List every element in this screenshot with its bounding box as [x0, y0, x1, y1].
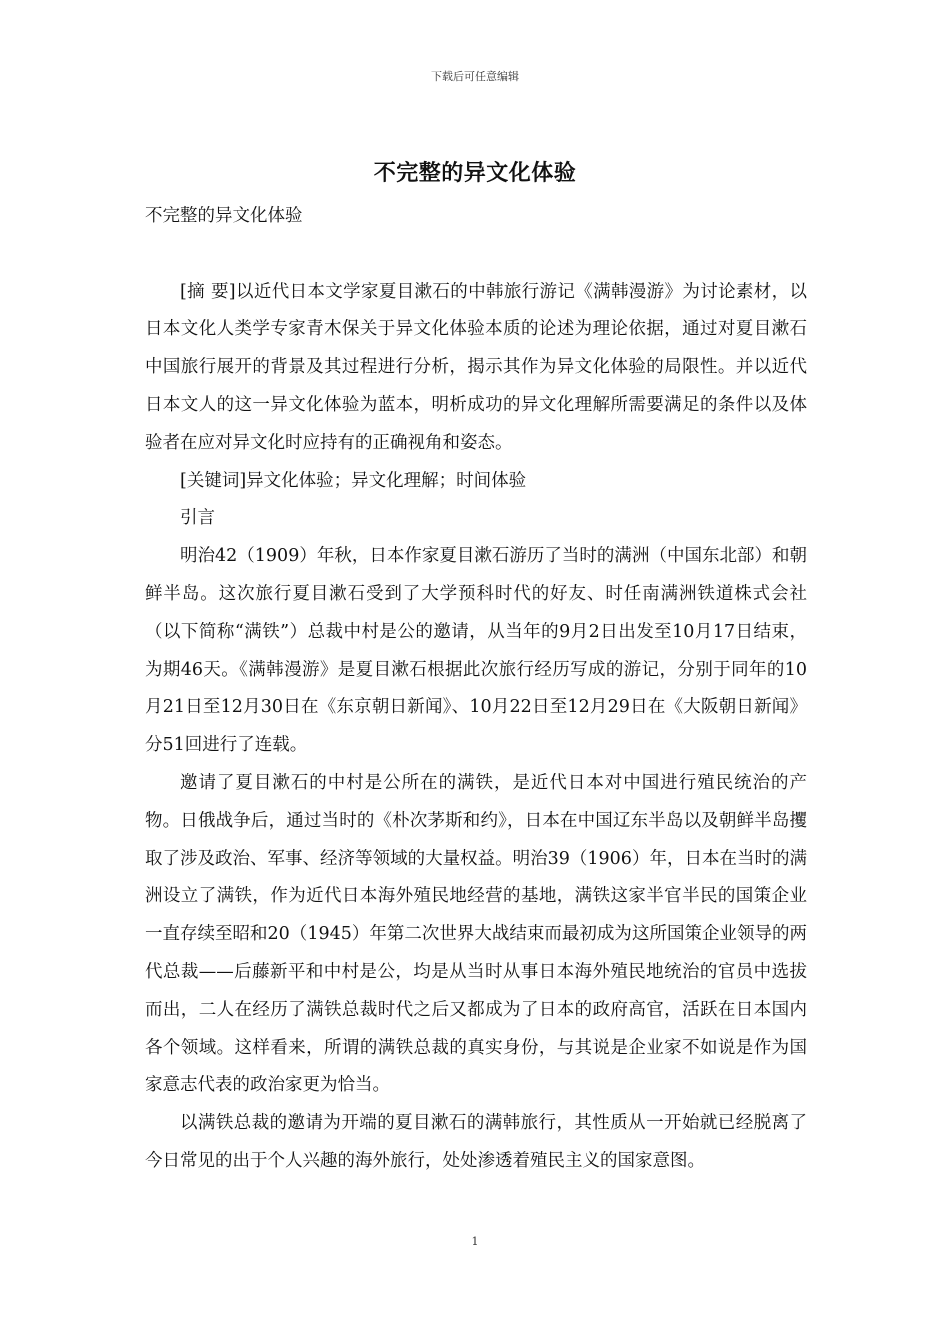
document-subtitle: 不完整的异文化体验: [145, 206, 303, 226]
header-note: 下载后可任意编辑: [431, 70, 519, 83]
keywords-paragraph: [关键词]异文化体验；异文化理解；时间体验: [180, 470, 527, 491]
document-body: [145, 198, 807, 1181]
abstract-paragraph: [摘 要]以近代日本文学家夏目漱石的中韩旅行游记《满韩漫游》为讨论素材，以日本文化人类学专家青木保关于异文化体验本质的论述为理论依据，通过对夏目漱石中国旅行展开的背景及其过程进行分析，揭示其作为异文化体验的局限性。并以近代日本文人的这一异文化体验为蓝本，明析成功的异文化理解所需要满足的条件以及体验者在应对异文化时应持有的正确视角和姿态。: [145, 281, 807, 453]
body-paragraph: 邀请了夏目漱石的中村是公所在的满铁，是近代日本对中国进行殖民统治的产物。日俄战争后，通过当时的《朴次茅斯和约》，日本在中国辽东半岛以及朝鲜半岛攫取了涉及政治、军事、经济等领域的大量权益。明治39（1906）年，日本在当时的满洲设立了满铁，作为近代日本海外殖民地经营的基地，满铁这家半官半民的国策企业一直存续至昭和20（1945）年第二次世界大战结束而最初成为这所国策企业领导的两代总裁——后藤新平和中村是公，均是从当时从事日本海外殖民地统治的官员中选拔而出，二人在经历了满铁总裁时代之后又都成为了日本的政府高官，活跃在日本国内各个领域。这样看来，所谓的满铁总裁的真实身份，与其说是企业家不如说是作为国家意志代表的政治家更为恰当。: [145, 772, 807, 1096]
document-title: 不完整的异文化体验: [373, 161, 577, 186]
body-paragraph: 以满铁总裁的邀请为开端的夏目漱石的满韩旅行，其性质从一开始就已经脱离了今日常见的出于个人兴趣的海外旅行，处处渗透着殖民主义的国家意图。: [145, 1113, 807, 1171]
section-heading-introduction: 引言: [180, 508, 215, 529]
page-number: 1: [471, 1235, 479, 1248]
body-paragraph: 明治42（1909）年秋，日本作家夏目漱石游历了当时的满洲（中国东北部）和朝鲜半岛。这次旅行夏目漱石受到了大学预科时代的好友、时任南满洲铁道株式会社（以下简称“满铁”）总裁中村是公的邀请，从当年的9月2日出发至10月17日结束，为期46天。《满韩漫游》是夏目漱石根据此次旅行经历写成的游记，分别于同年的10月21日至12月30日在《东京朝日新闻》、10月22日至12月29日在《大阪朝日新闻》分51回进行了连载。: [145, 546, 807, 756]
